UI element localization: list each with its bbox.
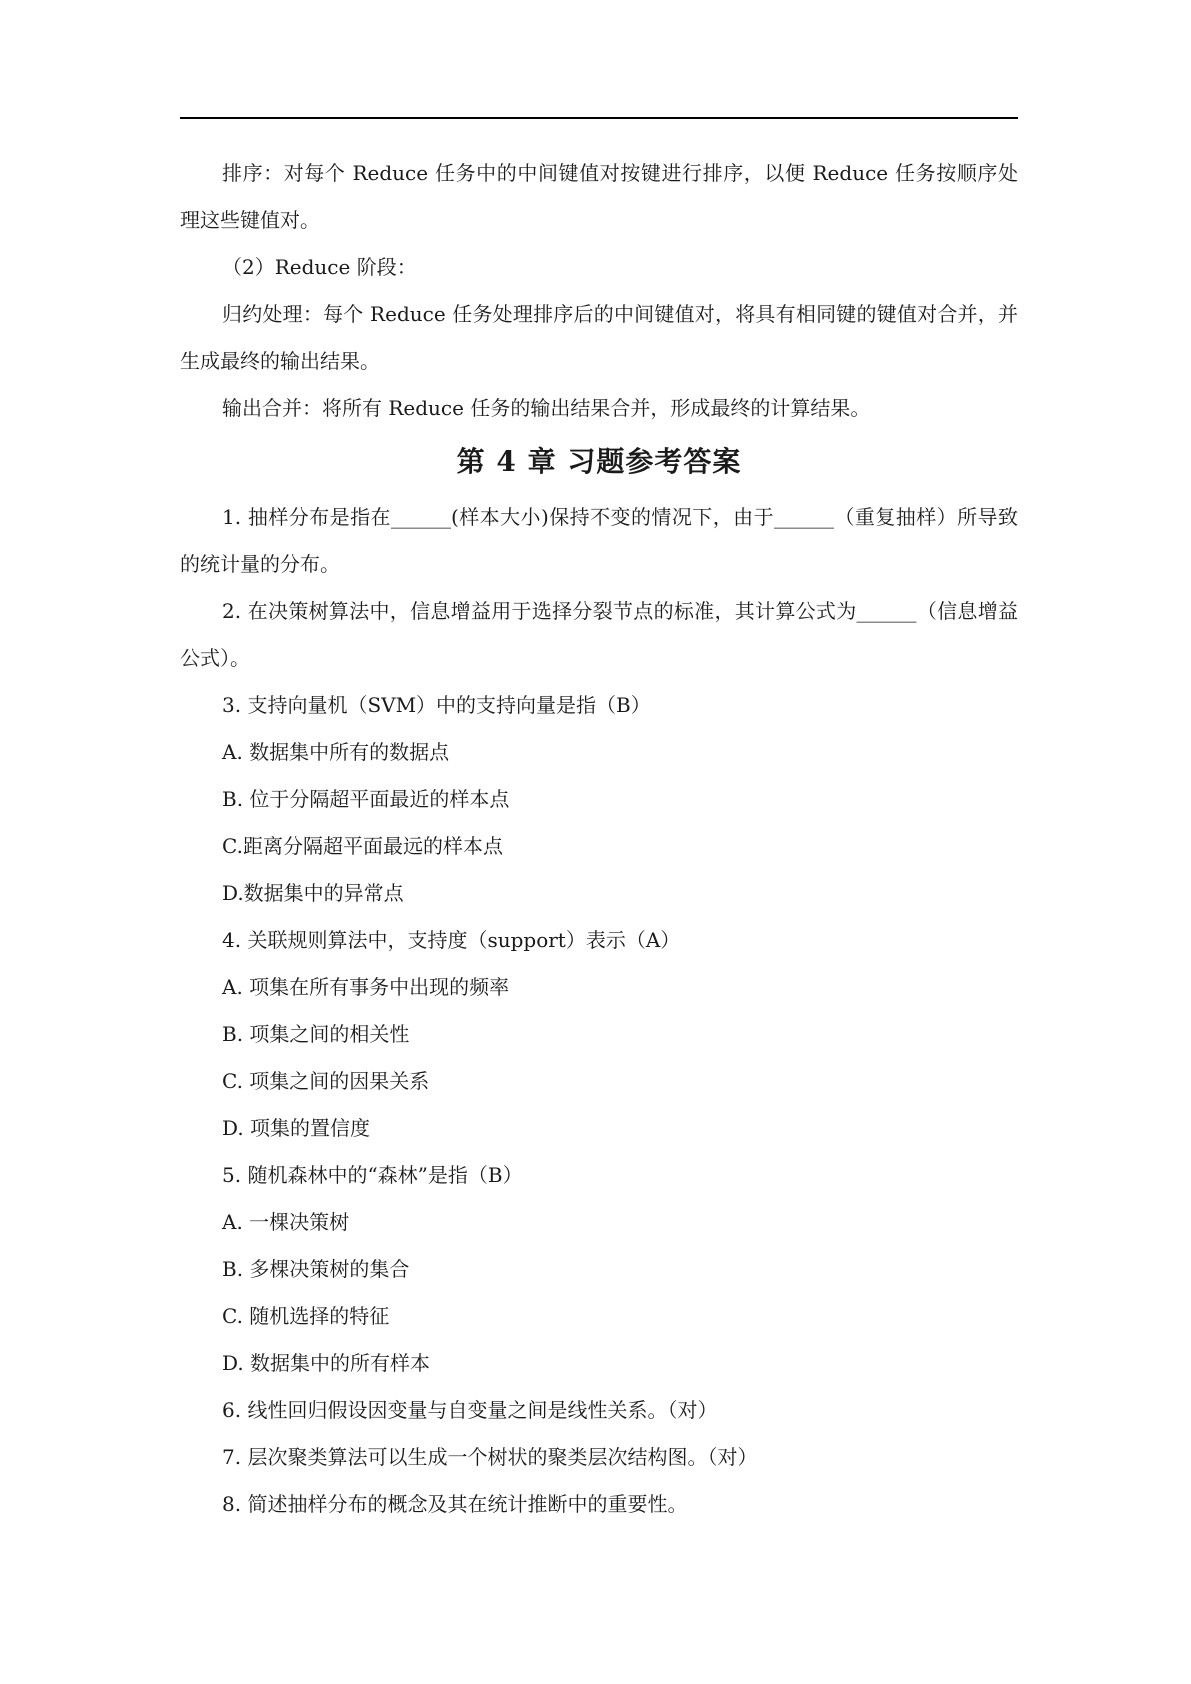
question-5-option-d: D. 数据集中的所有样本 xyxy=(222,1351,431,1375)
question-3-option-a: A. 数据集中所有的数据点 xyxy=(222,740,450,764)
page-content xyxy=(180,150,1018,1528)
question-1: 1. 抽样分布是指在______(样本大小)保持不变的情况下，由于______（重复抽样）所导致的统计量的分布。 xyxy=(180,505,1018,576)
header-rule xyxy=(180,117,1018,119)
question-6: 6. 线性回归假设因变量与自变量之间是线性关系。（对） xyxy=(222,1398,718,1422)
reduce-stage-heading: （2）Reduce 阶段： xyxy=(222,255,417,279)
reduce-process-paragraph: 归约处理：每个 Reduce 任务处理排序后的中间键值对，将具有相同键的键值对合并，并生成最终的输出结果。 xyxy=(180,302,1018,373)
question-4-option-d: D. 项集的置信度 xyxy=(222,1116,371,1140)
question-3-option-b: B. 位于分隔超平面最近的样本点 xyxy=(222,787,510,811)
question-4-option-c: C. 项集之间的因果关系 xyxy=(222,1069,430,1093)
question-5: 5. 随机森林中的“森林”是指（B） xyxy=(222,1163,523,1187)
chapter-title: 第 4 章 习题参考答案 xyxy=(456,445,742,478)
question-7: 7. 层次聚类算法可以生成一个树状的聚类层次结构图。（对） xyxy=(222,1445,758,1469)
question-3-option-d: D.数据集中的异常点 xyxy=(222,881,404,905)
question-4-option-b: B. 项集之间的相关性 xyxy=(222,1022,410,1046)
sort-paragraph: 排序：对每个 Reduce 任务中的中间键值对按键进行排序，以便 Reduce 任务按顺序处理这些键值对。 xyxy=(180,161,1018,232)
question-3-option-c: C.距离分隔超平面最远的样本点 xyxy=(222,834,503,858)
question-5-option-b: B. 多棵决策树的集合 xyxy=(222,1257,410,1281)
question-5-option-c: C. 随机选择的特征 xyxy=(222,1304,390,1328)
question-8: 8. 简述抽样分布的概念及其在统计推断中的重要性。 xyxy=(222,1492,688,1516)
merge-paragraph: 输出合并：将所有 Reduce 任务的输出结果合并，形成最终的计算结果。 xyxy=(222,396,871,420)
question-4-option-a: A. 项集在所有事务中出现的频率 xyxy=(222,975,510,999)
question-5-option-a: A. 一棵决策树 xyxy=(222,1210,350,1234)
question-3: 3. 支持向量机（SVM）中的支持向量是指（B） xyxy=(222,693,651,717)
question-2: 2. 在决策树算法中，信息增益用于选择分裂节点的标准，其计算公式为______（信息增益公式）。 xyxy=(180,599,1018,670)
question-4: 4. 关联规则算法中，支持度（support）表示（A） xyxy=(222,928,681,952)
